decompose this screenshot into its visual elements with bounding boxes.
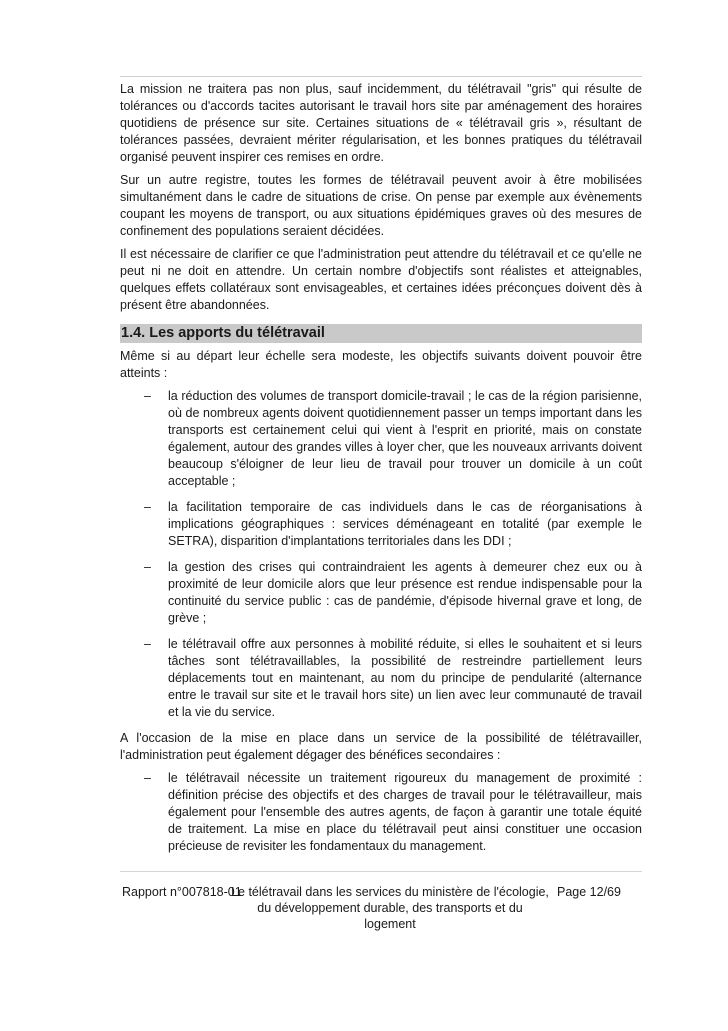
header-divider: [120, 76, 642, 77]
paragraph: Il est nécessaire de clarifier ce que l'administration peut attendre du télétravail et ce qu'elle ne peut ni ne doit en attendre. Un certain nombre d'objectifs sont réalistes et atteignables, quelques effets collatéraux sont envisageables, et certaines idées préconçues doivent dès à présent être abandonnées.: [120, 247, 642, 312]
paragraph: Sur un autre registre, toutes les formes de télétravail peuvent avoir à être mobilisées simultanément dans le cadre de situations de crise. On pense par exemple aux évènements coupant les moyens de transport, ou aux situations épidémiques graves où des mesures de confinement des populations seraient décidées.: [120, 173, 642, 238]
paragraph: La mission ne traitera pas non plus, sauf incidemment, du télétravail "gris" qui résulte de tolérances ou d'accords tacites autorisant le travail hors site par aménagement des horaires quotidiens de présence sur site. Certaines situations de « télétravail gris », résultant de tolérances passées, devraient mériter régularisation, et les bonnes pratiques du télétravail organisé peuvent inspirer ces remises en ordre.: [120, 82, 642, 164]
footer-divider: [120, 871, 642, 872]
list-item-text: la gestion des crises qui contraindraient les agents à demeurer chez eux ou à proximité de leur domicile alors que leur présence est rendue indispensable pour la continuité du service public : cas de pandémie, d'épisode hivernal grave et long, de grève ;: [168, 560, 642, 625]
dash-bullet: –: [144, 389, 151, 403]
list-item-text: la facilitation temporaire de cas individuels dans le cas de réorganisations à implications géographiques : services déménageant en totalité (par exemple le SETRA), disparition d'implantations territoriales dans les DDI ;: [168, 500, 642, 548]
list-item: [120, 770, 642, 855]
section-heading: 1.4. Les apports du télétravail: [120, 324, 642, 343]
benefits-list: [120, 770, 642, 855]
list-item-text: le télétravail nécessite un traitement rigoureux du management de proximité : définition précise des objectifs et des charges de travail pour le télétravailleur, mais également pour l'ensemble des autres agents, de façon à garantir une totale équité de traitement. La mise en place du télétravail peut ainsi constituer une occasion précieuse de revisiter les fondamentaux du management.: [168, 771, 642, 853]
objectives-list: [120, 388, 642, 721]
document-page: [120, 76, 642, 864]
benefits-intro: A l'occasion de la mise en place dans un service de la possibilité de télétravailler, l'administration peut également dégager des bénéfices secondaires :: [120, 731, 642, 762]
report-reference: Rapport n°007818-01: [122, 885, 242, 899]
list-item: [120, 388, 642, 490]
dash-bullet: –: [144, 560, 151, 574]
objectives-intro: Même si au départ leur échelle sera modeste, les objectifs suivants doivent pouvoir être atteints :: [120, 349, 642, 380]
list-item: [120, 636, 642, 721]
list-item: [120, 499, 642, 550]
page-number: Page 12/69: [557, 885, 621, 899]
list-item-text: la réduction des volumes de transport domicile-travail ; le cas de la région parisienne, où de nombreux agents doivent quotidiennement passer un temps important dans les transports est certainement celui qui vient à l'esprit en priorité, mais on constate également, autour des grandes villes à loyer cher, que les nouveaux arrivants doivent beaucoup s'éloigner de leur lieu de travail pour trouver un domicile à un coût acceptable ;: [168, 389, 642, 488]
dash-bullet: –: [144, 637, 151, 651]
document-title: Le télétravail dans les services du ministère de l'écologie, du développement durable, des transports et du logement: [231, 885, 549, 931]
page-footer: [120, 871, 642, 931]
list-item: [120, 559, 642, 627]
dash-bullet: –: [144, 500, 151, 514]
list-item-text: le télétravail offre aux personnes à mobilité réduite, si elles le souhaitent et si leurs tâches sont télétravaillables, la possibilité de restreindre partiellement leurs déplacements tout en maintenant, au nom du principe de pendularité (alternance entre le travail sur site et le travail hors site) un lien avec leur communauté de travail et la vie du service.: [168, 637, 642, 719]
dash-bullet: –: [144, 771, 151, 785]
